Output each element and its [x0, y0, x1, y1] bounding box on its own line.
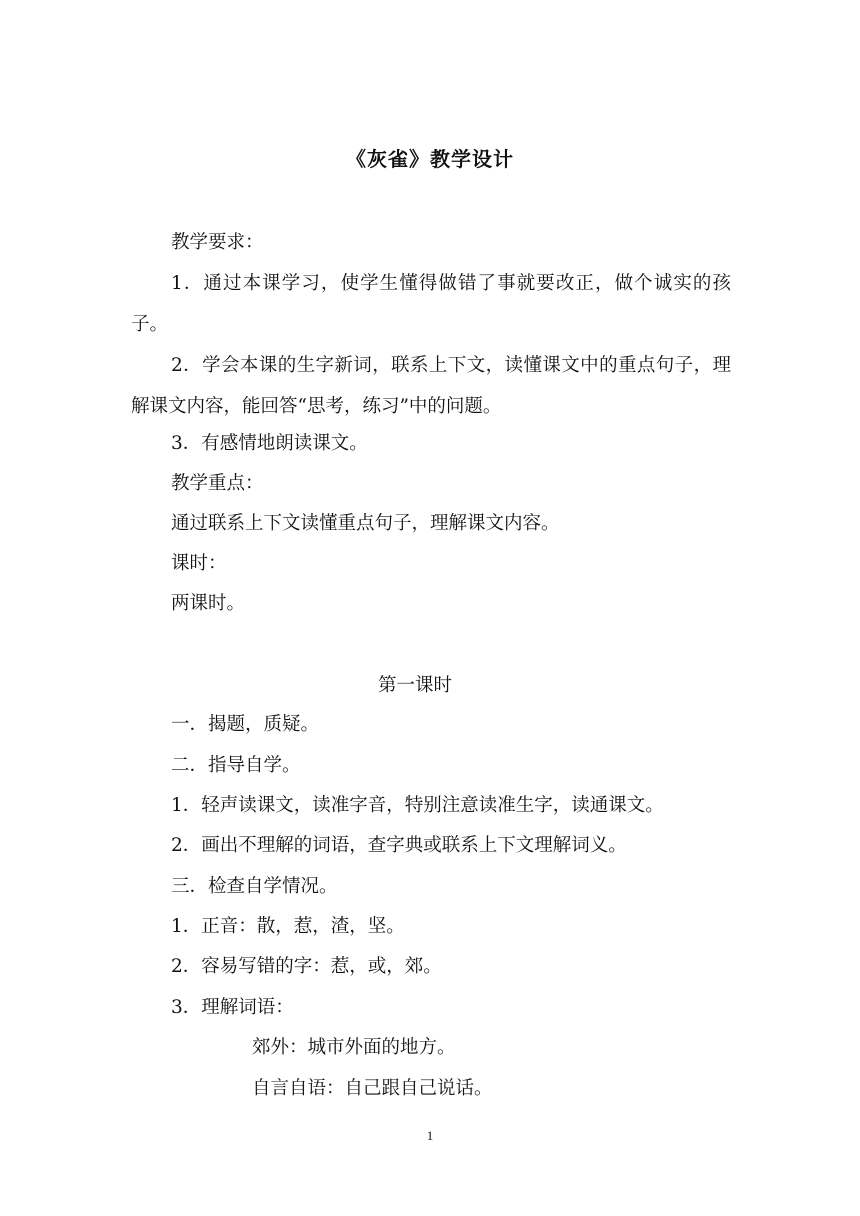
- period-heading: 课时：: [171, 553, 227, 574]
- page-number: 1: [426, 1128, 434, 1143]
- focus-heading: 教学重点：: [171, 473, 264, 494]
- period-text: 两课时。: [171, 593, 246, 614]
- step-3-item-3: 3．理解词语：: [171, 997, 294, 1018]
- document-title: 《灰雀》教学设计: [346, 147, 514, 171]
- step-3: 三．检查自学情况。: [171, 876, 338, 897]
- lesson-heading: 第一课时: [377, 675, 452, 696]
- vocab-item-2: 自言自语：自己跟自己说话。: [252, 1078, 493, 1099]
- step-2-item-1: 1．轻声读课文，读准字音，特别注意读准生字，读通课文。: [171, 795, 664, 816]
- requirement-3: 3．有感情地朗读课文。: [171, 433, 368, 454]
- step-3-item-2: 2．容易写错的字：惹，或，郊。: [171, 956, 442, 977]
- step-3-item-1: 1．正音：散，惹，渣，坚。: [171, 916, 405, 937]
- requirement-2: 2．学会本课的生字新词，联系上下文，读懂课文中的重点句子，理解课文内容，能回答“思考，练习”中的问题。: [131, 355, 731, 417]
- requirements-heading: 教学要求：: [171, 232, 264, 253]
- requirement-1: 1．通过本课学习，使学生懂得做错了事就要改正，做个诚实的孩子。: [131, 273, 731, 335]
- focus-text: 通过联系上下文读懂重点句子，理解课文内容。: [171, 513, 560, 534]
- step-2: 二．指导自学。: [171, 755, 301, 776]
- step-2-item-2: 2．画出不理解的词语，查字典或联系上下文理解词义。: [171, 835, 627, 856]
- vocab-item-1: 郊外：城市外面的地方。: [252, 1037, 456, 1058]
- step-1: 一．揭题，质疑。: [171, 714, 320, 735]
